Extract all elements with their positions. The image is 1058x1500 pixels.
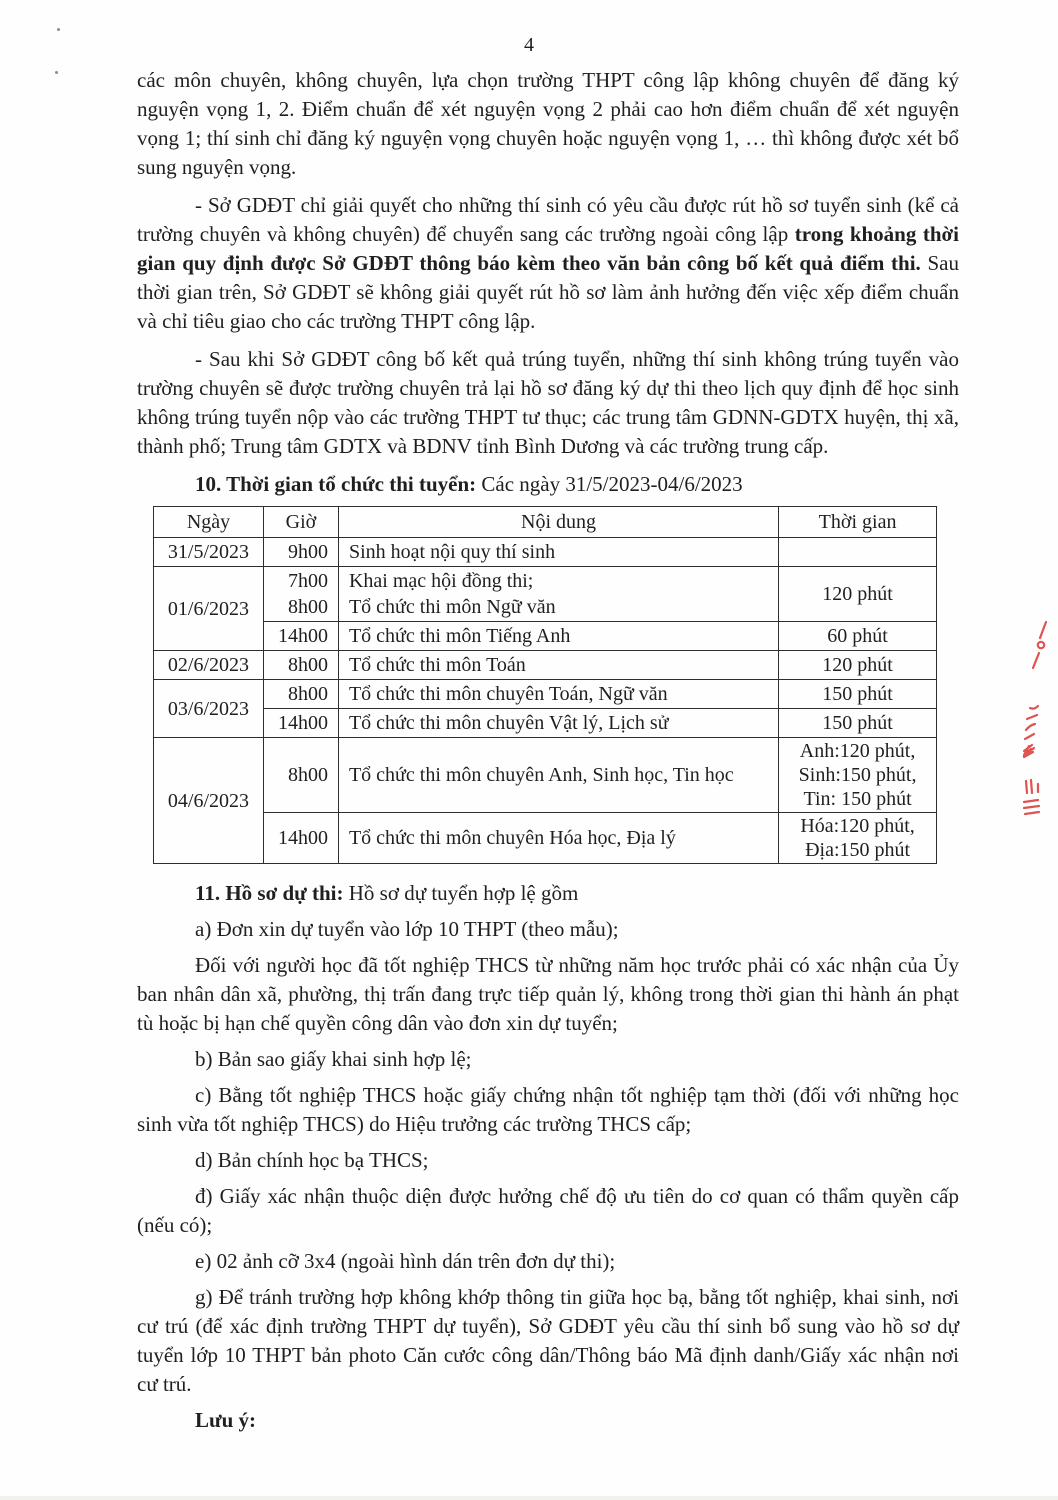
cell-duration-line: Anh:120 phút, [799, 740, 916, 762]
item-text: b) Bản sao giấy khai sinh hợp lệ; [195, 1047, 472, 1071]
list-item-d [137, 1146, 959, 1175]
cell-duration-line: Địa:150 phút [805, 839, 911, 861]
cell-content: Tổ chức thi môn chuyên Toán, Ngữ văn [338, 680, 778, 709]
item-text: đ) Giấy xác nhận thuộc diện được hưởng chế độ ưu tiên do cơ quan có thẩm quyền cấp (nếu có); [137, 1184, 959, 1237]
section-title: 10. Thời gian tổ chức thi tuyển: [195, 472, 477, 496]
cell-duration: 120 phút [779, 567, 937, 622]
cell-content-line: Tổ chức thi môn Ngữ văn [348, 596, 556, 618]
section-text: Hồ sơ dự tuyển hợp lệ gồm [343, 881, 579, 905]
cell-time: 14h00 [263, 813, 338, 864]
note-heading [137, 1406, 959, 1435]
list-item-b [137, 1045, 959, 1074]
list-item-e [137, 1247, 959, 1276]
table-row [154, 813, 937, 864]
item-text: e) 02 ảnh cỡ 3x4 (ngoài hình dán trên đơn dự thi); [195, 1249, 616, 1273]
cell-content [338, 567, 778, 622]
note-title: Lưu ý: [195, 1408, 257, 1432]
item-text: d) Bản chính học bạ THCS; [195, 1148, 429, 1172]
red-ink-annotation [1014, 618, 1054, 828]
cell-date: 01/6/2023 [154, 567, 264, 651]
cell-date: 31/5/2023 [154, 538, 264, 567]
page-number: 4 [524, 34, 534, 56]
list-item-dd [137, 1182, 959, 1240]
cell-time: 14h00 [263, 622, 338, 651]
list-item-a-note [137, 951, 959, 1038]
cell-duration-line: Hóa:120 phút, [800, 815, 915, 837]
cell-duration [779, 813, 937, 864]
item-text: g) Để tránh trường hợp không khớp thông tin giữa học bạ, bằng tốt nghiệp, khai sinh, nơi cư trú (để xác định trường THPT dự tuyển), Sở GDĐT yêu cầu thí sinh bổ sung vào hồ sơ dự tuyển lớp 10 THPT bản photo Căn cước công dân/Thông báo Mã định danh/Giấy xác nhận nơi cư trú. [137, 1285, 959, 1396]
table-row [154, 538, 937, 567]
cell-duration: 60 phút [779, 622, 937, 651]
cell-time: 8h00 [263, 738, 338, 813]
paragraph-text: các môn chuyên, không chuyên, lựa chọn trường THPT công lập không chuyên để đăng ký nguyện vọng 1, 2. Điểm chuẩn để xét nguyện vọng 2 phải cao hơn điểm chuẩn để xét nguyện vọng 1; thí sinh chỉ đăng ký nguyện vọng chuyên hoặc nguyện vọng 1, … thì không được xét bổ sung nguyện vọng. [137, 68, 959, 179]
cell-date: 04/6/2023 [154, 738, 264, 864]
cell-content: Tổ chức thi môn Toán [338, 651, 778, 680]
cell-time-line: 7h00 [287, 570, 328, 592]
item-text: a) Đơn xin dự tuyển vào lớp 10 THPT (theo mẫu); [195, 917, 619, 941]
paragraph-continuation [137, 66, 959, 182]
cell-duration: 150 phút [779, 709, 937, 738]
cell-duration-line: Tin: 150 phút [803, 788, 912, 810]
cell-content: Tổ chức thi môn chuyên Hóa học, Địa lý [338, 813, 778, 864]
paragraph-rut-ho-so [137, 191, 959, 336]
cell-time-line: 8h00 [287, 596, 328, 618]
cell-duration [779, 538, 937, 567]
table-row [154, 651, 937, 680]
table-row [154, 622, 937, 651]
scan-speck [55, 71, 58, 74]
cell-time: 8h00 [263, 680, 338, 709]
cell-time: 8h00 [263, 651, 338, 680]
document-body [137, 66, 959, 1444]
list-item-c [137, 1081, 959, 1139]
table-row [154, 567, 937, 622]
cell-time: 9h00 [263, 538, 338, 567]
paragraph-tra-lai-ho-so [137, 345, 959, 461]
column-header-ngay: Ngày [154, 507, 264, 538]
item-text: Đối với người học đã tốt nghiệp THCS từ những năm học trước phải có xác nhận của Ủy ban nhân dân xã, phường, thị trấn đang trực tiếp quản lý, không trong thời gian thi hành án phạt tù hoặc bị hạn chế quyền công dân vào đơn xin dự tuyển; [137, 953, 959, 1035]
paragraph-bold-text: trong khoảng thời gian quy định được Sở GDĐT thông báo kèm theo văn bản công bố kết quả điểm thi. [137, 222, 959, 275]
cell-date: 03/6/2023 [154, 680, 264, 738]
table-row [154, 709, 937, 738]
exam-schedule-table [153, 506, 937, 864]
list-item-a [137, 915, 959, 944]
column-header-thoi-gian: Thời gian [779, 507, 937, 538]
cell-content: Sinh hoạt nội quy thí sinh [338, 538, 778, 567]
cell-duration: 150 phút [779, 680, 937, 709]
cell-duration-line: Sinh:150 phút, [798, 764, 917, 786]
scan-speck [57, 28, 60, 31]
section-title: 11. Hồ sơ dự thi: [195, 881, 344, 905]
cell-time: 14h00 [263, 709, 338, 738]
scan-edge-shadow [0, 1496, 1058, 1500]
cell-content: Tổ chức thi môn chuyên Vật lý, Lịch sử [338, 709, 778, 738]
paragraph-text: - Sở GDĐT chỉ giải quyết cho những thí sinh có yêu cầu được rút hồ sơ tuyển sinh (kể cả trường chuyên và không chuyên) để chuyển sang các trường ngoài công lập [137, 193, 959, 246]
list-item-g [137, 1283, 959, 1399]
section-text: Các ngày 31/5/2023-04/6/2023 [476, 472, 743, 496]
cell-content: Tổ chức thi môn chuyên Anh, Sinh học, Tin học [338, 738, 778, 813]
column-header-gio: Giờ [263, 507, 338, 538]
table-header-row [154, 507, 937, 538]
cell-duration: 120 phút [779, 651, 937, 680]
item-text: c) Bằng tốt nghiệp THCS hoặc giấy chứng nhận tốt nghiệp tạm thời (đối với những học sinh vừa tốt nghiệp THCS) do Hiệu trưởng các trường THCS cấp; [137, 1083, 959, 1136]
section-10-heading [137, 470, 959, 499]
table-row [154, 738, 937, 813]
cell-time [263, 567, 338, 622]
paragraph-text: - Sau khi Sở GDĐT công bố kết quả trúng tuyển, những thí sinh không trúng tuyển vào trường chuyên sẽ được trường chuyên trả lại hồ sơ đăng ký dự thi theo lịch quy định để học sinh không trúng tuyển nộp vào các trường THPT tư thục; các trung tâm GDNN-GDTX huyện, thị xã, thành phố; Trung tâm GDTX và BDNV tỉnh Bình Dương và các trường trung cấp. [137, 347, 959, 458]
paragraph-text: Sau thời gian trên, Sở GDĐT sẽ không giải quyết rút hồ sơ làm ảnh hưởng đến việc xếp điểm chuẩn và chỉ tiêu giao cho các trường THPT công lập. [137, 251, 960, 333]
cell-content-line: Khai mạc hội đồng thi; [348, 570, 534, 592]
column-header-noi-dung: Nội dung [338, 507, 778, 538]
cell-content: Tổ chức thi môn Tiếng Anh [338, 622, 778, 651]
section-11-heading [137, 879, 959, 908]
table-row [154, 680, 937, 709]
cell-date: 02/6/2023 [154, 651, 264, 680]
cell-duration [779, 738, 937, 813]
